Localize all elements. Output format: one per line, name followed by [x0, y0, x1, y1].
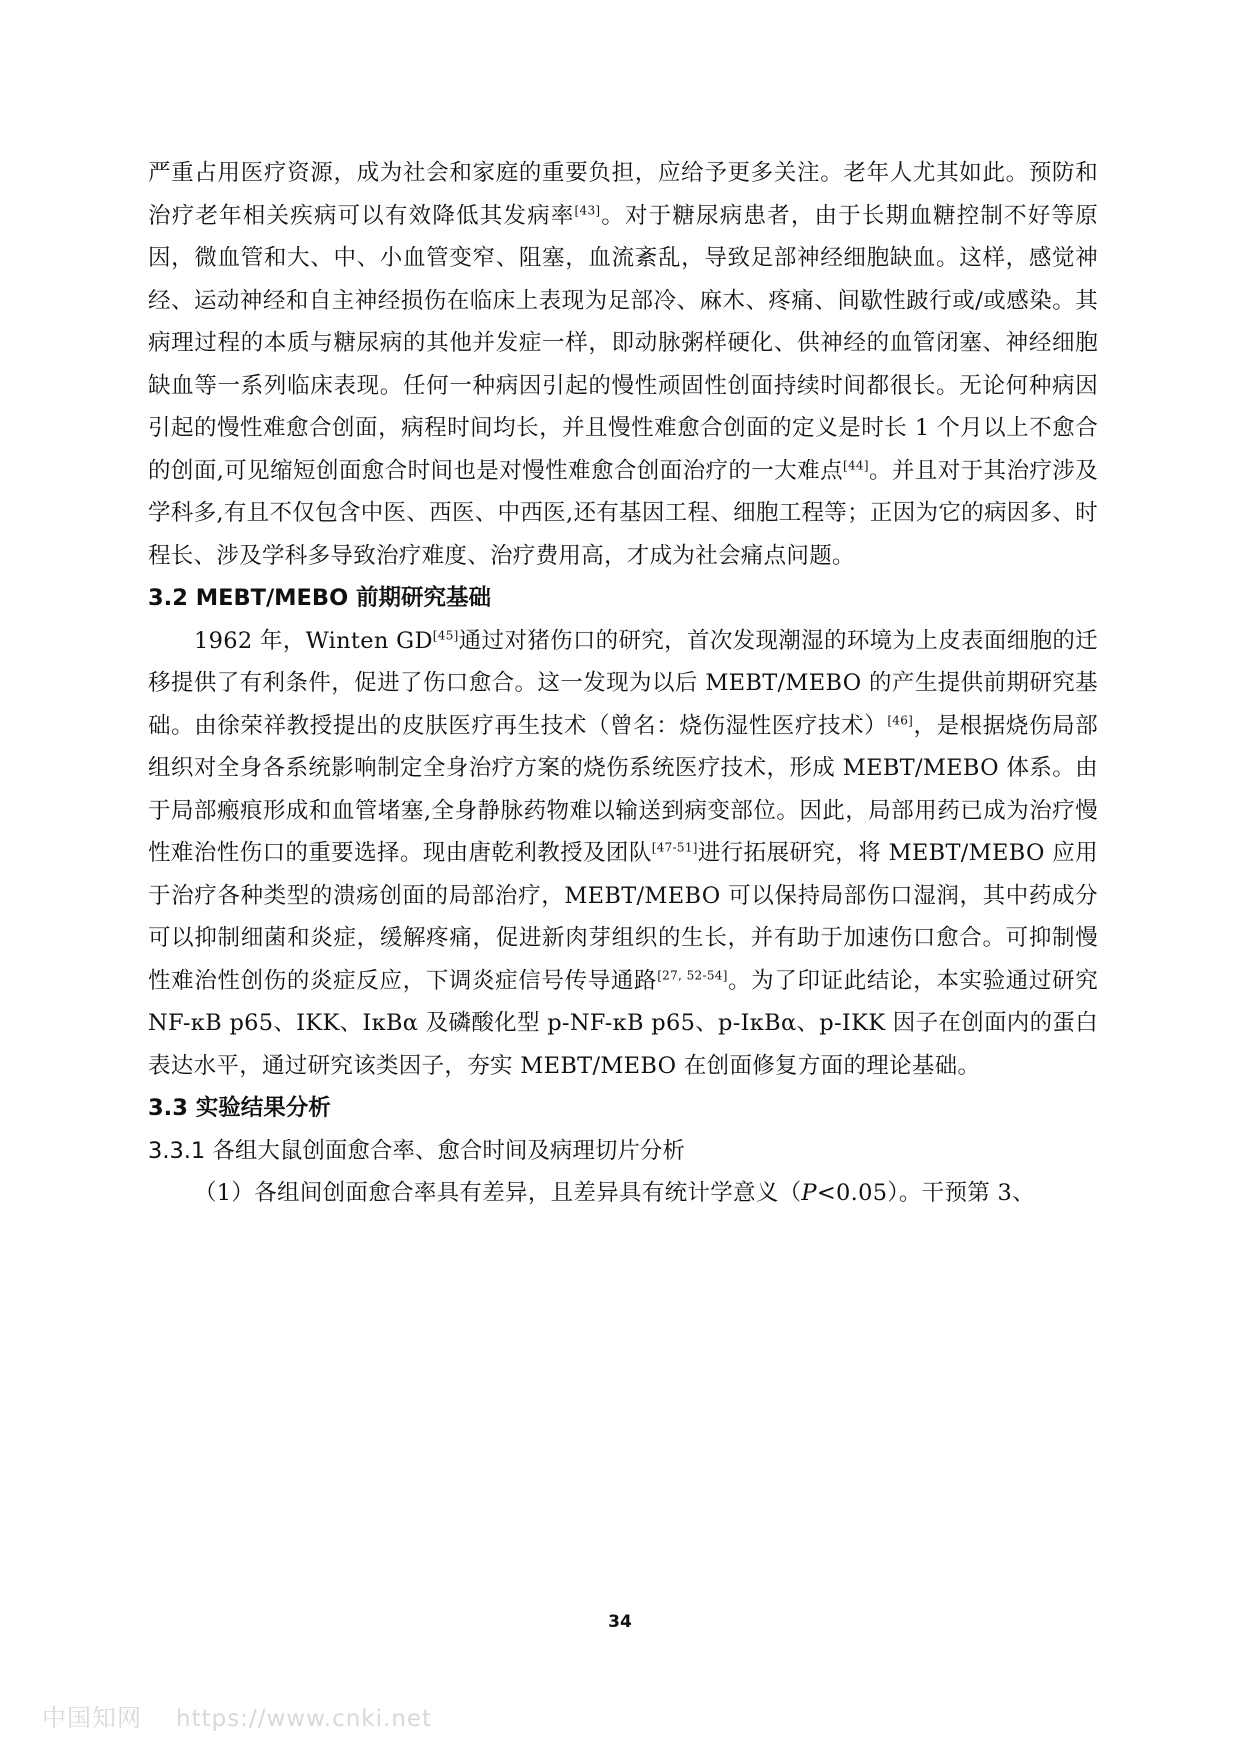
section-heading-3-3-1: 3.3.1 各组大鼠创面愈合率、愈合时间及病理切片分析: [148, 1137, 685, 1164]
paragraph-2: [148, 620, 1098, 1088]
paragraph-3: [148, 1172, 1098, 1215]
citation: [47-51]: [651, 840, 698, 855]
page-number: 34: [608, 1612, 632, 1632]
citation: [44]: [843, 458, 869, 472]
citation: [43]: [574, 203, 601, 217]
watermark-brand: 中国知网: [42, 1704, 142, 1732]
paragraph-text: ，是根据烧伤局部组织对全身各系统影响制定全身治疗方案的烧伤系统医疗技术，形成 MEBT/MEBO 体系。由于局部瘢痕形成和血管堵塞,全身静脉药物难以输送到病变部位。因此，局部用药已成为治疗慢性难治性伤口的重要选择。现由唐乾利教授及团队: [148, 712, 1099, 866]
paragraph-text: 。并且对于其治疗涉及学科多,有且不仅包含中医、西医、中西医,还有基因工程、细胞工程等；正因为它的病因多、时程长、涉及学科多导致治疗难度、治疗费用高，才成为社会痛点问题。: [148, 457, 1098, 569]
paragraph-1: [148, 152, 1098, 577]
paragraph-text: 通过对猪伤口的研究，首次发现潮湿的环境为上皮表面细胞的迁移提供了有利条件，促进了伤口愈合。这一发现为以后 MEBT/MEBO 的产生提供前期研究基础。由徐荣祥教授提出的皮肤医疗再生技术（曾名：烧伤湿性医疗技术）: [148, 627, 1098, 739]
paragraph-text: （1）各组间创面愈合率具有差异，且差异具有统计学意义（: [194, 1180, 802, 1206]
watermark-url: https://www.cnki.net: [176, 1706, 433, 1732]
paragraph-text: 严重占用医疗资源，成为社会和家庭的重要负担，应给予更多关注。老年人尤其如此。预防和治疗老年相关疾病可以有效降低其发病率: [148, 160, 1098, 229]
paragraph-text: 。对于糖尿病患者，由于长期血糖控制不好等原因，微血管和大、中、小血管变窄、阻塞，血流紊乱，导致足部神经细胞缺血。这样，感觉神经、运动神经和自主神经损伤在临床上表现为足部冷、麻木、疼痛、间歇性跛行或/或感染。其病理过程的本质与糖尿病的其他并发症一样，即动脉粥样硬化、供神经的血管闭塞、神经细胞缺血等一系列临床表现。任何一种病因引起的慢性顽固性创面持续时间都很长。无论何种病因引起的慢性难愈合创面，病程时间均长，并且慢性难愈合创面的定义是时长 1 个月以上不愈合的创面,可见缩短创面愈合时间也是对慢性难愈合创面治疗的一大难点: [148, 202, 1098, 484]
paragraph-text: 1962 年，Winten GD: [194, 627, 433, 654]
watermark: [42, 1698, 432, 1733]
section-heading-3-3: 3.3 实验结果分析: [148, 1095, 331, 1121]
citation: [45]: [432, 628, 459, 642]
paragraph-text: <0.05）。干预第 3、: [816, 1180, 1035, 1206]
citation: [46]: [887, 713, 914, 727]
paragraph-text: 。为了印证此结论，本实验通过研究 NF-κB p65、IKK、IκBα 及磷酸化型 p-NF-κB p65、p-IκBα、p-IKK 因子在创面内的蛋白表达水平，通过研究该类因子，夯实 MEBT/MEBO 在创面修复方面的理论基础。: [148, 967, 1098, 1079]
p-value-symbol: P: [801, 1180, 817, 1206]
page-body: [148, 152, 1098, 1215]
citation: [27, 52-54]: [657, 968, 728, 982]
section-heading-3-2: 3.2 MEBT/MEBO 前期研究基础: [148, 585, 492, 611]
paragraph-text: 进行拓展研究，将 MEBT/MEBO 应用于治疗各种类型的溃疡创面的局部治疗，MEBT/MEBO 可以保持局部伤口湿润，其中药成分可以抑制细菌和炎症，缓解疼痛，促进新肉芽组织的生长，并有助于加速伤口愈合。可抑制慢性难治性创伤的炎症反应，下调炎症信号传导通路: [148, 840, 1098, 994]
